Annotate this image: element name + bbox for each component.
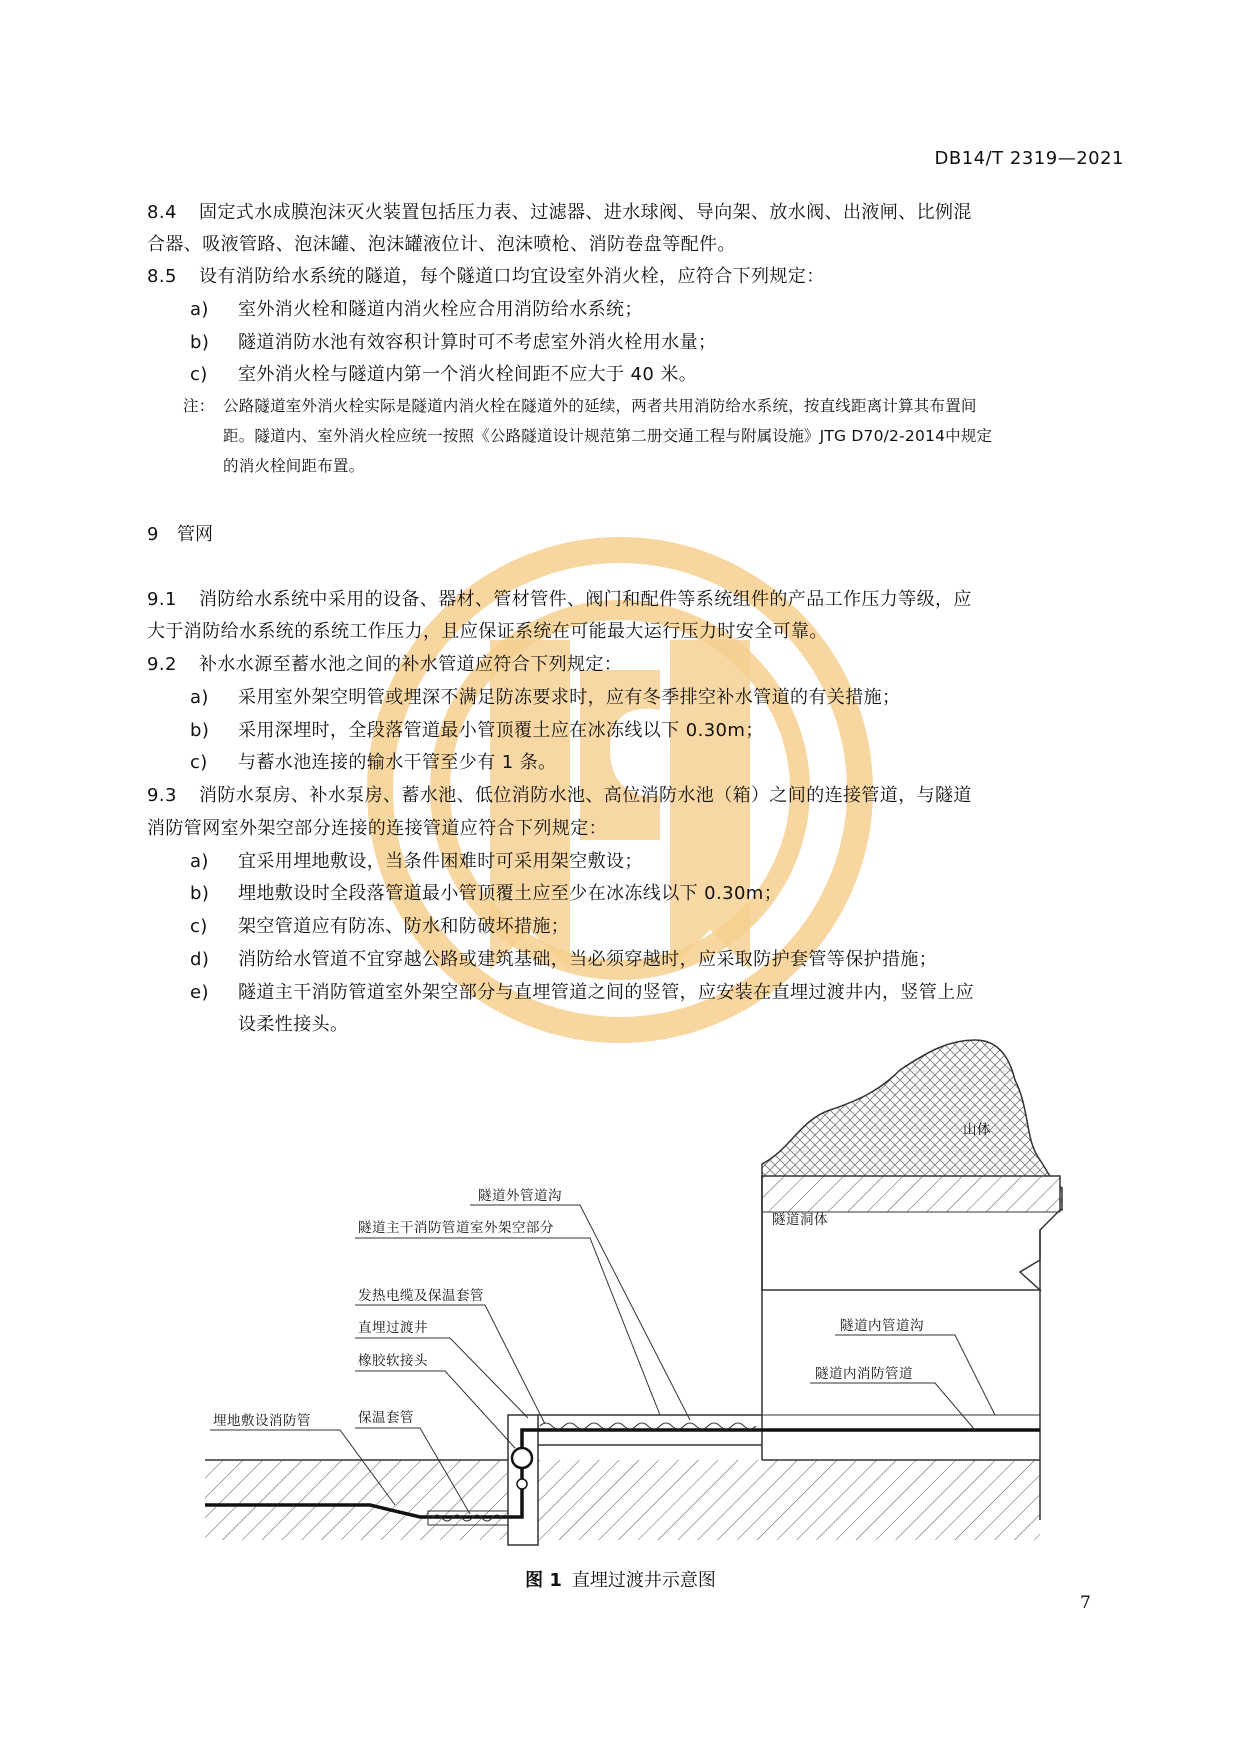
- label-heat-cable: 发热电缆及保温套管: [358, 1288, 484, 1304]
- clause-number: 8.5: [147, 266, 177, 287]
- label-buried-well: 直埋过渡井: [358, 1320, 428, 1336]
- page-number: 7: [1080, 1593, 1091, 1613]
- item-text: 埋地敷设时全段落管道最小管顶覆土应至少在冰冻线以下 0.30m；: [238, 883, 783, 904]
- item-label: b): [190, 720, 210, 741]
- clause-number: 8.4: [147, 202, 177, 223]
- note-line: 距。隧道内、室外消火栓应统一按照《公路隧道设计规范第二册交通工程与附属设施》JTG D70/2-2014中规定: [223, 427, 993, 445]
- clause-text: 固定式水成膜泡沫灭火装置包括压力表、过滤器、进水球阀、导向架、放水阀、出液闸、比例混: [199, 202, 972, 223]
- item-text: 采用室外架空明管或埋深不满足防冻要求时，应有冬季排空补水管道的有关措施；: [238, 687, 901, 708]
- figure-caption: [0, 1566, 1241, 1592]
- figure-number: 图 1: [525, 1570, 562, 1591]
- label-outer-trench: 隧道外管道沟: [478, 1188, 562, 1204]
- item-text: 与蓄水池连接的输水干管至少有 1 条。: [238, 752, 557, 773]
- item-text: 采用深埋时，全段落管道最小管顶覆土应在冰冻线以下 0.30m；: [238, 720, 764, 741]
- standard-code: DB14/T 2319—2021: [934, 148, 1124, 169]
- label-mountain: 山体: [963, 1122, 991, 1138]
- item-text: 隧道消防水池有效容积计算时可不考虑室外消火栓用水量；: [238, 332, 717, 353]
- item-label: c): [190, 364, 208, 385]
- label-inner-trench: 隧道内管道沟: [840, 1318, 924, 1334]
- label-buried-pipe: 埋地敷设消防管: [213, 1413, 311, 1429]
- clause-8-4-cont: 合器、吸液管路、泡沫罐、泡沫罐液位计、泡沫喷枪、消防卷盘等配件。: [147, 234, 736, 255]
- item-label: a): [190, 687, 209, 708]
- item-label: a): [190, 299, 209, 320]
- item-label: c): [190, 916, 208, 937]
- item-text: 室外消火栓与隧道内第一个消火栓间距不应大于 40 米。: [238, 364, 698, 385]
- label-insulation: 保温套管: [358, 1410, 414, 1426]
- item-text: 消防给水管道不宜穿越公路或建筑基础，当必须穿越时，应采取防护套管等保护措施；: [238, 949, 938, 970]
- item-label: b): [190, 332, 210, 353]
- section-number: 9: [147, 524, 159, 545]
- label-outer-pipe: 隧道主干消防管道室外架空部分: [358, 1220, 554, 1236]
- clause-number: 9.3: [147, 785, 177, 806]
- note-line: 公路隧道室外消火栓实际是隧道内消火栓在隧道外的延续，两者共用消防给水系统，按直线距离计算其布置间: [223, 397, 977, 415]
- figure-title: 直埋过渡井示意图: [571, 1570, 716, 1591]
- item-text: 室外消火栓和隧道内消火栓应合用消防给水系统；: [238, 299, 643, 320]
- item-label: b): [190, 883, 210, 904]
- item-text: 宜采用埋地敷设，当条件困难时可采用架空敷设；: [238, 851, 643, 872]
- clause-number: 9.2: [147, 654, 177, 675]
- clause-text: 补水水源至蓄水池之间的补水管道应符合下列规定：: [199, 654, 623, 675]
- item-text: 隧道主干消防管道室外架空部分与直埋管道之间的竖管，应安装在直埋过渡井内，竖管上应: [238, 982, 974, 1003]
- list-item-cont: 设柔性接头。: [238, 1014, 349, 1035]
- note-label: 注：: [183, 397, 215, 415]
- section-title: 管网: [177, 524, 213, 545]
- item-label: e): [190, 982, 209, 1003]
- item-label: d): [190, 949, 210, 970]
- clause-text: 设有消防给水系统的隧道，每个隧道口均宜设室外消火栓，应符合下列规定：: [199, 266, 825, 287]
- label-rubber-joint: 橡胶软接头: [358, 1353, 428, 1369]
- clause-9-3-cont: 消防管网室外架空部分连接的连接管道应符合下列规定：: [147, 818, 607, 839]
- clause-text: 消防给水系统中采用的设备、器材、管材管件、阀门和配件等系统组件的产品工作压力等级，应: [199, 589, 972, 610]
- rubber-joint: [512, 1448, 532, 1468]
- label-tunnel-body: 隧道洞体: [772, 1212, 828, 1228]
- label-inner-pipe: 隧道内消防管道: [815, 1366, 913, 1382]
- note-line: 的消火栓间距布置。: [223, 457, 365, 475]
- ground: [205, 1460, 1040, 1540]
- clause-text: 消防水泵房、补水泵房、蓄水池、低位消防水池、高位消防水池（箱）之间的连接管道，与隧道: [199, 785, 972, 806]
- item-label: a): [190, 851, 209, 872]
- item-label: c): [190, 752, 208, 773]
- clause-9-1-cont: 大于消防给水系统的系统工作压力，且应保证系统在可能最大运行压力时安全可靠。: [147, 621, 828, 642]
- item-text: 架空管道应有防冻、防水和防破坏措施；: [238, 916, 570, 937]
- clause-number: 9.1: [147, 589, 177, 610]
